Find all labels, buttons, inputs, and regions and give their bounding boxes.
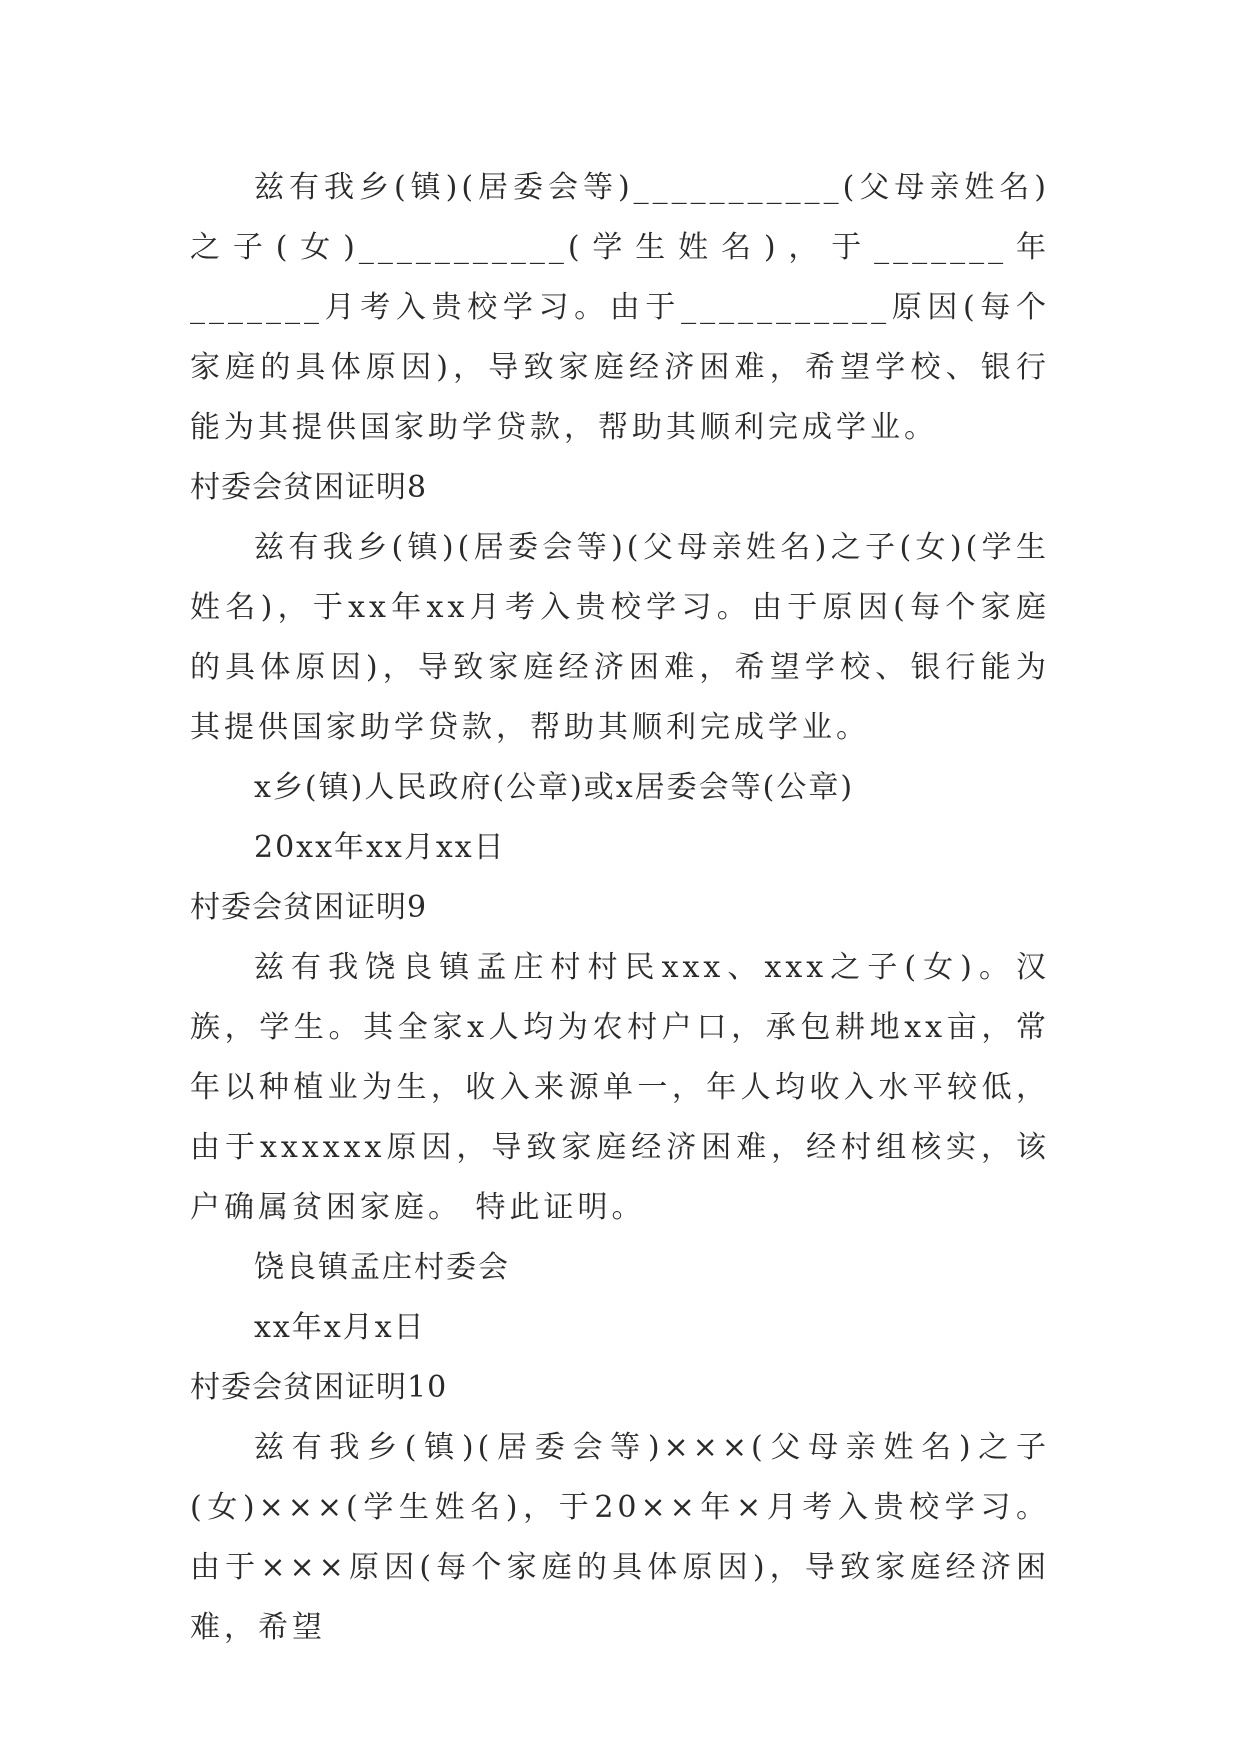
date-line-8: 20xx年xx月xx日: [254, 830, 506, 865]
section-heading-8: 村委会贫困证明8: [190, 470, 428, 505]
document-body: [190, 158, 1050, 1658]
date-line-9: xx年x月x日: [254, 1310, 426, 1345]
paragraph-certificate-8: 兹有我乡(镇)(居委会等)(父母亲姓名)之子(女)(学生姓名)，于xx年xx月考入贵校学习。由于原因(每个家庭的具体原因)，导致家庭经济困难，希望学校、银行能为其提供国家助学贷款，帮助其顺利完成学业。: [190, 530, 1050, 745]
section-heading-9: 村委会贫困证明9: [190, 890, 428, 925]
paragraph-intro: 兹有我乡(镇)(居委会等)___________(父母亲姓名)之子(女)___________(学生姓名)，于_______年_______月考入贵校学习。由于___________原因(每个家庭的具体原因)，导致家庭经济困难，希望学校、银行能为其提供国家助学贷款，帮助其顺利完成学业。: [190, 170, 1050, 445]
issuer-line-9: 饶良镇孟庄村委会: [254, 1250, 510, 1285]
issuer-line-8: x乡(镇)人民政府(公章)或x居委会等(公章): [254, 770, 855, 805]
paragraph-certificate-10: 兹有我乡(镇)(居委会等)×××(父母亲姓名)之子(女)×××(学生姓名)，于20××年×月考入贵校学习。由于×××原因(每个家庭的具体原因)，导致家庭经济困难，希望: [190, 1430, 1050, 1645]
section-heading-10: 村委会贫困证明10: [190, 1370, 448, 1405]
paragraph-certificate-9: 兹有我饶良镇孟庄村村民xxx、xxx之子(女)。汉族，学生。其全家x人均为农村户口，承包耕地xx亩，常年以种植业为生，收入来源单一，年人均收入水平较低，由于xxxxxx原因，导致家庭经济困难，经村组核实，该户确属贫困家庭。 特此证明。: [190, 950, 1050, 1225]
